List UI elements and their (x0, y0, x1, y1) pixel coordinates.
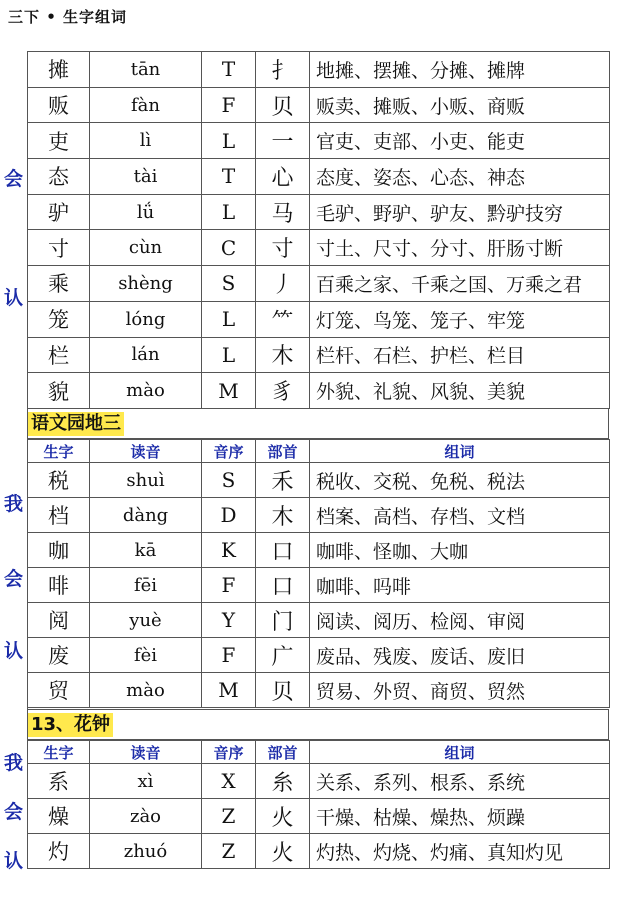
cell-radical: 广 (256, 638, 310, 673)
cell-char: 啡 (28, 568, 90, 603)
cell-char: 吏 (28, 123, 90, 159)
table (27, 740, 610, 869)
cell-words: 毛驴、野驴、驴友、黔驴技穷 (310, 194, 610, 230)
cell-radical: 豸 (256, 373, 310, 409)
table-row (28, 568, 610, 603)
cell-order: L (202, 337, 256, 373)
cell-pinyin: dàng (90, 498, 202, 533)
cell-char: 档 (28, 498, 90, 533)
table-header-row (28, 440, 610, 463)
column-header-char: 生字 (28, 440, 90, 463)
cell-words: 档案、高档、存档、文档 (310, 498, 610, 533)
cell-char: 笼 (28, 301, 90, 337)
cell-char: 貌 (28, 373, 90, 409)
table-row (28, 194, 610, 230)
cell-words: 地摊、摆摊、分摊、摊牌 (310, 52, 610, 88)
table-row (28, 799, 610, 834)
cell-pinyin: fàn (90, 87, 202, 123)
cell-pinyin: lán (90, 337, 202, 373)
cell-radical: 贝 (256, 673, 310, 708)
cell-pinyin: xì (90, 764, 202, 799)
side-char: 我 (3, 493, 23, 515)
cell-order: F (202, 568, 256, 603)
column-header-char: 生字 (28, 741, 90, 764)
cell-order: Y (202, 603, 256, 638)
cell-pinyin: shèng (90, 266, 202, 302)
cell-char: 摊 (28, 52, 90, 88)
cell-char: 栏 (28, 337, 90, 373)
cell-radical: 禾 (256, 463, 310, 498)
cell-char: 废 (28, 638, 90, 673)
cell-radical: 木 (256, 498, 310, 533)
column-header-words: 组词 (310, 440, 610, 463)
cell-pinyin: zào (90, 799, 202, 834)
side-label-s2 (0, 439, 27, 709)
cell-char: 态 (28, 159, 90, 195)
cell-words: 废品、残废、废话、废旧 (310, 638, 610, 673)
page-header: 三下 • 生字组词 (8, 8, 128, 26)
cell-radical: 糸 (256, 764, 310, 799)
cell-words: 关系、系列、根系、系统 (310, 764, 610, 799)
cell-radical: 寸 (256, 230, 310, 266)
column-header-pinyin: 读音 (90, 741, 202, 764)
cell-words: 灼热、灼烧、灼痛、真知灼见 (310, 834, 610, 869)
table-row (28, 87, 610, 123)
cell-order: X (202, 764, 256, 799)
cell-words: 贩卖、摊贩、小贩、商贩 (310, 87, 610, 123)
cell-char: 贸 (28, 673, 90, 708)
cell-order: T (202, 159, 256, 195)
cell-pinyin: lì (90, 123, 202, 159)
cell-order: S (202, 266, 256, 302)
cell-char: 阅 (28, 603, 90, 638)
side-label-s1 (0, 40, 27, 408)
table (27, 51, 610, 409)
cell-order: F (202, 638, 256, 673)
section-header-s3 (27, 709, 609, 740)
table (27, 439, 610, 708)
cell-order: M (202, 373, 256, 409)
cell-order: C (202, 230, 256, 266)
table-row (28, 673, 610, 708)
cell-char: 税 (28, 463, 90, 498)
table-s1 (27, 51, 609, 409)
cell-pinyin: lóng (90, 301, 202, 337)
column-header-words: 组词 (310, 741, 610, 764)
table-row (28, 498, 610, 533)
section-title: 语文园地三 (28, 412, 124, 436)
table-s2 (27, 439, 609, 708)
cell-order: Z (202, 834, 256, 869)
table-row (28, 533, 610, 568)
table-row (28, 159, 610, 195)
cell-radical: ⺮ (256, 301, 310, 337)
cell-words: 咖啡、怪咖、大咖 (310, 533, 610, 568)
cell-radical: 心 (256, 159, 310, 195)
cell-pinyin: mào (90, 673, 202, 708)
side-char: 我 (3, 752, 23, 774)
cell-words: 咖啡、吗啡 (310, 568, 610, 603)
cell-radical: 丿 (256, 266, 310, 302)
cell-radical: 火 (256, 799, 310, 834)
cell-char: 贩 (28, 87, 90, 123)
cell-words: 百乘之家、千乘之国、万乘之君 (310, 266, 610, 302)
table-row (28, 266, 610, 302)
side-char: 会 (3, 801, 23, 823)
cell-pinyin: kā (90, 533, 202, 568)
cell-order: L (202, 194, 256, 230)
cell-order: M (202, 673, 256, 708)
table-row (28, 463, 610, 498)
table-row (28, 764, 610, 799)
side-char: 会 (3, 168, 23, 190)
column-header-order: 音序 (202, 440, 256, 463)
cell-pinyin: shuì (90, 463, 202, 498)
table-row (28, 834, 610, 869)
table-row (28, 603, 610, 638)
cell-words: 寸土、尺寸、分寸、肝肠寸断 (310, 230, 610, 266)
cell-words: 官吏、吏部、小吏、能吏 (310, 123, 610, 159)
table-row (28, 337, 610, 373)
cell-pinyin: zhuó (90, 834, 202, 869)
column-header-radical: 部首 (256, 741, 310, 764)
table-s3 (27, 740, 609, 869)
column-header-pinyin: 读音 (90, 440, 202, 463)
table-row (28, 123, 610, 159)
cell-words: 外貌、礼貌、风貌、美貌 (310, 373, 610, 409)
cell-words: 干燥、枯燥、燥热、烦躁 (310, 799, 610, 834)
table-row (28, 301, 610, 337)
cell-order: L (202, 123, 256, 159)
cell-pinyin: fēi (90, 568, 202, 603)
cell-radical: 一 (256, 123, 310, 159)
cell-radical: 木 (256, 337, 310, 373)
cell-char: 乘 (28, 266, 90, 302)
cell-words: 栏杆、石栏、护栏、栏目 (310, 337, 610, 373)
cell-words: 灯笼、鸟笼、笼子、牢笼 (310, 301, 610, 337)
cell-radical: 门 (256, 603, 310, 638)
left-border (27, 51, 28, 869)
cell-pinyin: lǘ (90, 194, 202, 230)
cell-words: 贸易、外贸、商贸、贸然 (310, 673, 610, 708)
table-row (28, 373, 610, 409)
cell-words: 阅读、阅历、检阅、审阅 (310, 603, 610, 638)
cell-char: 燥 (28, 799, 90, 834)
cell-pinyin: tài (90, 159, 202, 195)
cell-radical: 扌 (256, 52, 310, 88)
cell-char: 系 (28, 764, 90, 799)
cell-order: K (202, 533, 256, 568)
cell-order: L (202, 301, 256, 337)
side-char: 会 (3, 568, 23, 590)
cell-order: D (202, 498, 256, 533)
cell-char: 驴 (28, 194, 90, 230)
cell-pinyin: tān (90, 52, 202, 88)
side-char: 认 (3, 287, 23, 309)
cell-words: 税收、交税、免税、税法 (310, 463, 610, 498)
cell-order: S (202, 463, 256, 498)
table-row (28, 230, 610, 266)
side-char: 认 (3, 640, 23, 662)
cell-radical: 贝 (256, 87, 310, 123)
table-header-row (28, 741, 610, 764)
cell-char: 寸 (28, 230, 90, 266)
section-header-s2 (27, 408, 609, 439)
cell-order: Z (202, 799, 256, 834)
column-header-radical: 部首 (256, 440, 310, 463)
cell-char: 咖 (28, 533, 90, 568)
cell-order: T (202, 52, 256, 88)
cell-pinyin: fèi (90, 638, 202, 673)
cell-radical: 马 (256, 194, 310, 230)
cell-radical: 火 (256, 834, 310, 869)
cell-pinyin: mào (90, 373, 202, 409)
side-label-s3 (0, 740, 27, 870)
section-title: 13、花钟 (28, 713, 113, 737)
table-row (28, 52, 610, 88)
column-header-order: 音序 (202, 741, 256, 764)
cell-words: 态度、姿态、心态、神态 (310, 159, 610, 195)
cell-order: F (202, 87, 256, 123)
table-row (28, 638, 610, 673)
cell-pinyin: yuè (90, 603, 202, 638)
cell-radical: 口 (256, 533, 310, 568)
side-char: 认 (3, 850, 23, 872)
cell-radical: 口 (256, 568, 310, 603)
cell-pinyin: cùn (90, 230, 202, 266)
cell-char: 灼 (28, 834, 90, 869)
